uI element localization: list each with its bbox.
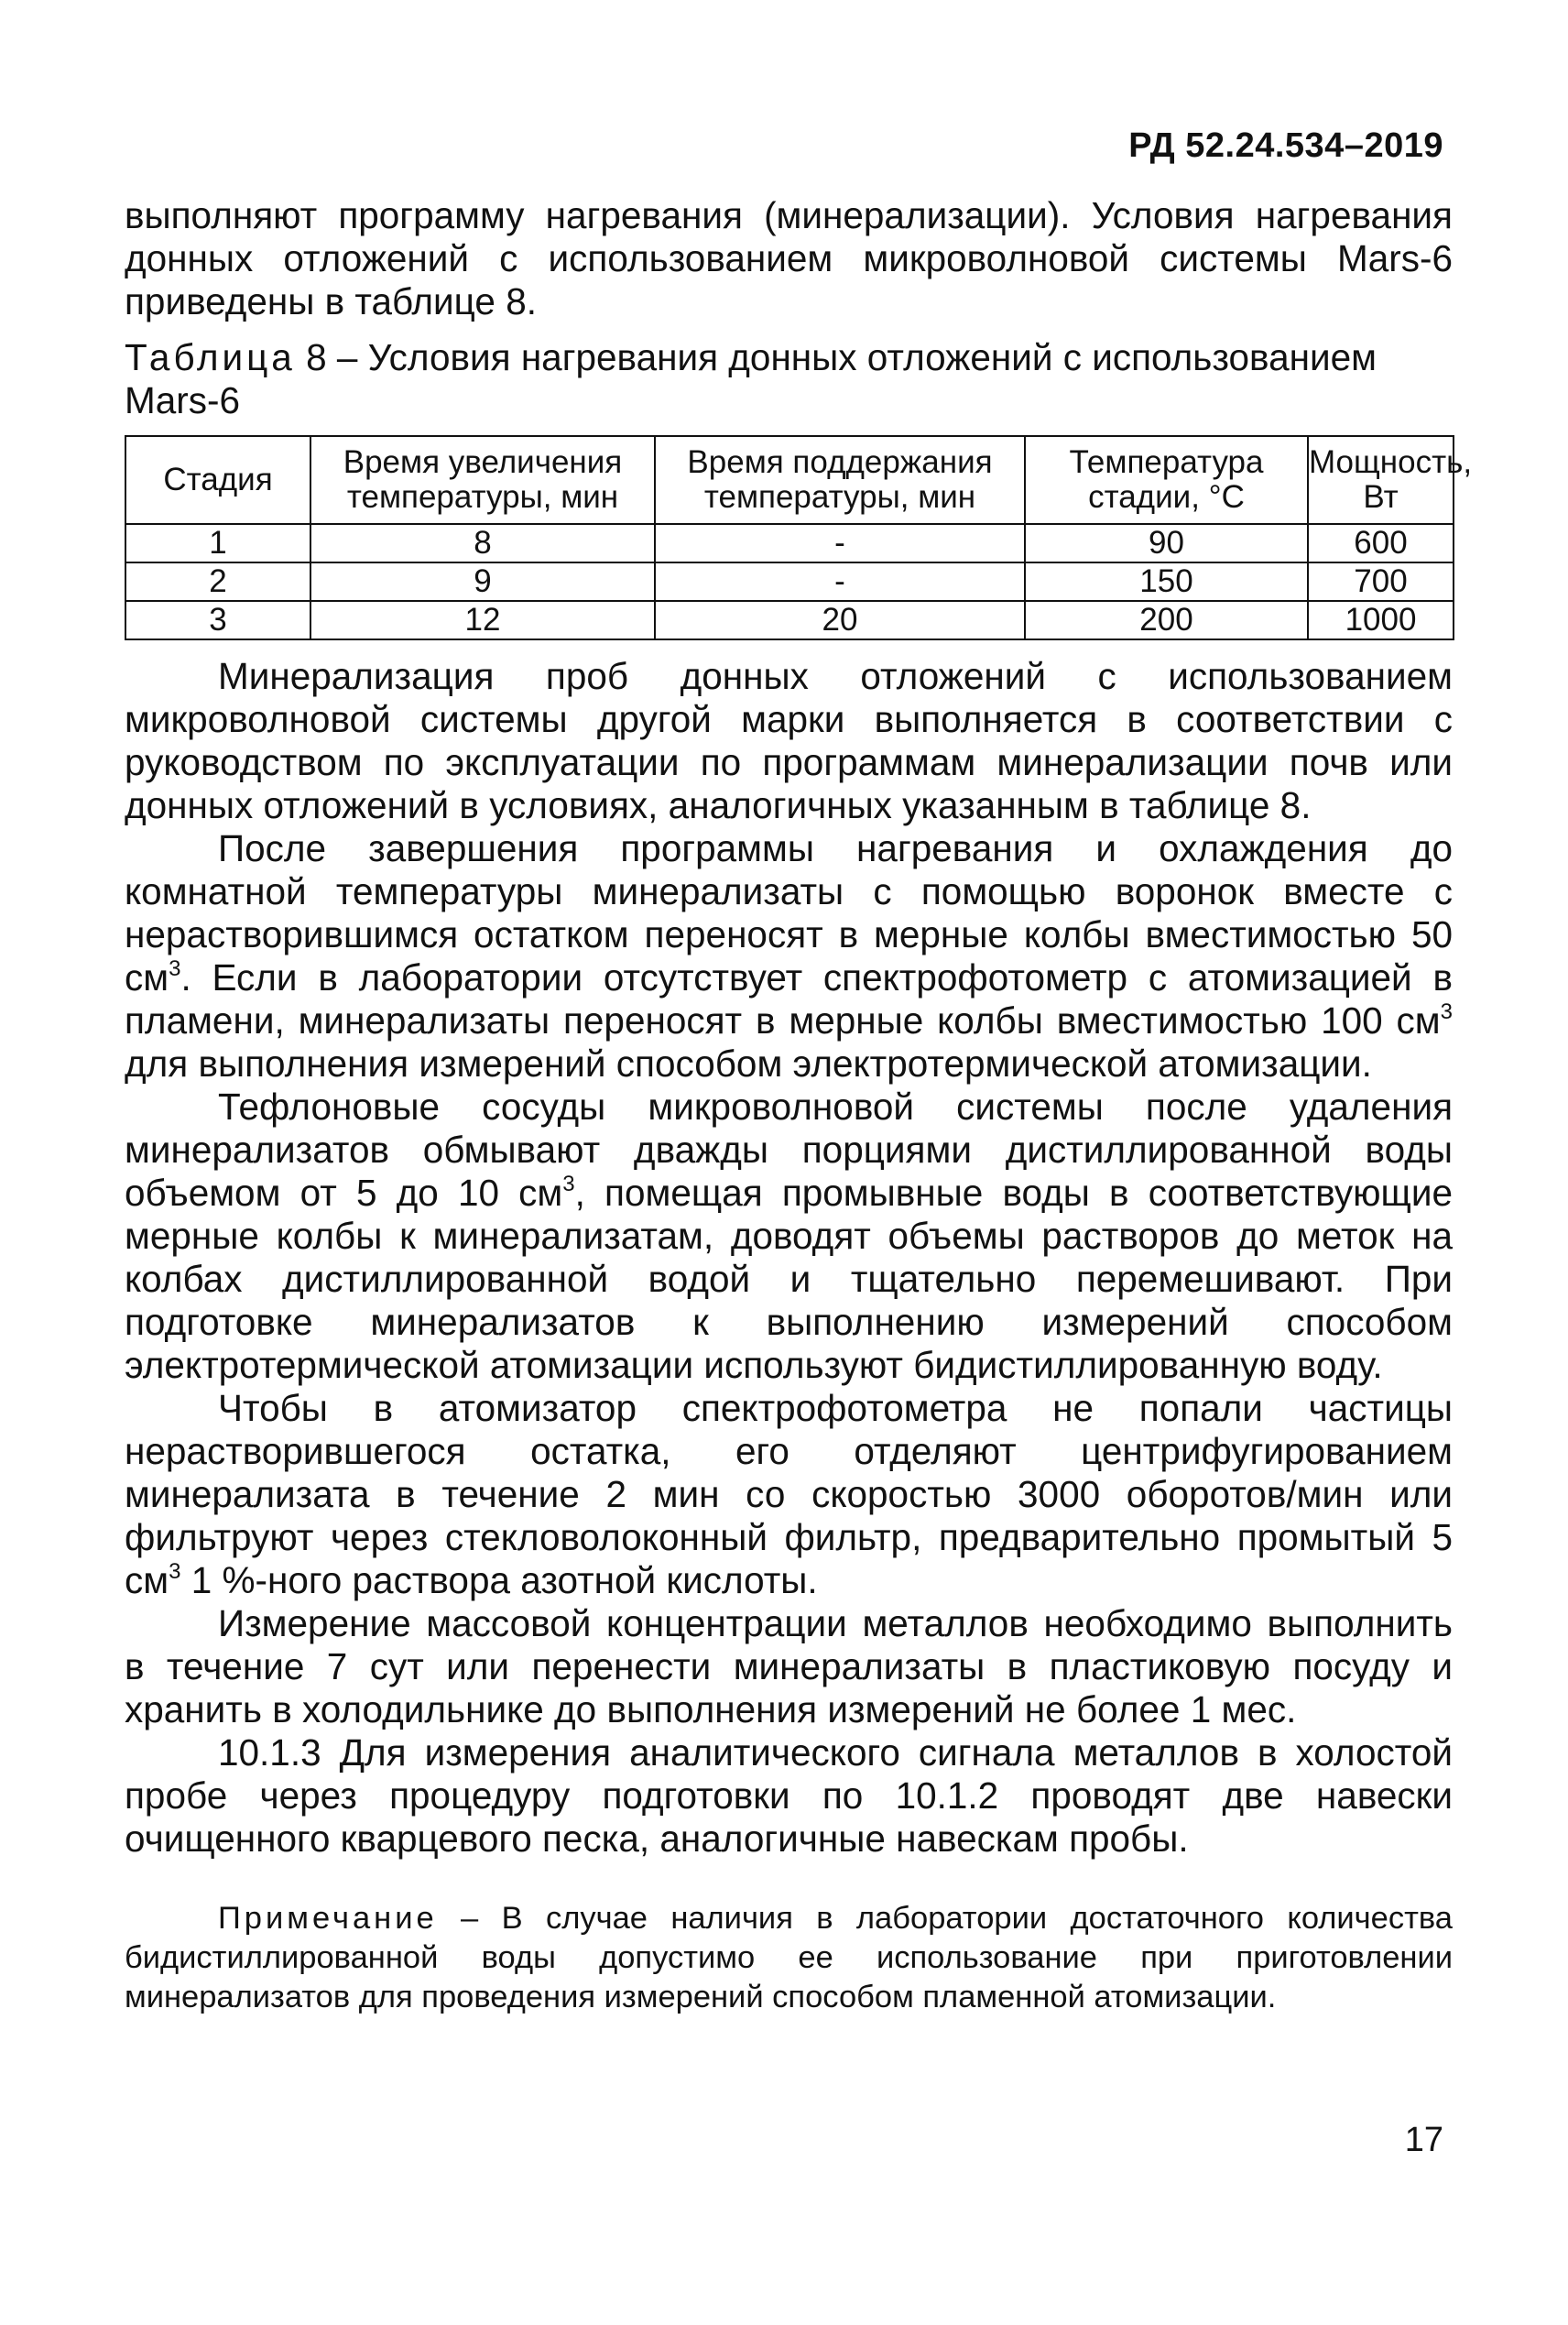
paragraph-text: 1 %-ного раствора азотной кислоты.: [180, 1559, 818, 1601]
table-cell: 3: [125, 601, 310, 639]
intro-paragraph: выполняют программу нагревания (минерализации). Условия нагревания донных отложений с использованием микроволновой системы Mars-6 приведены в таблице 8.: [125, 194, 1453, 322]
table-cell: 150: [1025, 562, 1308, 601]
table-cell: 600: [1308, 524, 1454, 562]
superscript: 3: [1440, 999, 1453, 1024]
table-caption-text: 8 – Условия нагревания донных отложений с использованием Mars-6: [125, 336, 1377, 421]
document-code: РД 52.24.534–2019: [1128, 126, 1443, 165]
paragraph-transfer: [125, 827, 1453, 1086]
table-caption-label: Таблица: [125, 336, 296, 378]
paragraph-text: . Если в лаборатории отсутствует спектрофотометр с атомизацией в пламени, минерализаты переносят в мерные колбы вместимостью 100 см: [125, 956, 1453, 1042]
header-power: Мощность, Вт: [1308, 436, 1454, 524]
paragraph-text: Чтобы в атомизатор спектрофотометра не попали частицы нерастворившегося остатка, его отделяют центрифугированием минерализата в течение 2 мин со скоростью 3000 оборотов/мин или фильтруют через стекловолоконный фильтр, предварительно промытый 5 см: [125, 1387, 1453, 1601]
table-header-row: [125, 436, 1454, 524]
superscript: 3: [562, 1171, 575, 1196]
table-cell: 20: [655, 601, 1025, 639]
table-row: [125, 562, 1454, 601]
header-stage: Стадия: [125, 436, 310, 524]
table-cell: 1000: [1308, 601, 1454, 639]
paragraph-blank-sample: 10.1.3 Для измерения аналитического сигнала металлов в холостой пробе через процедуру подготовки по 10.1.2 проводят две навески очищенного кварцевого песка, аналогичные навескам пробы.: [125, 1731, 1453, 1860]
table-caption: [125, 336, 1453, 422]
note: [125, 1899, 1453, 2017]
paragraph-text: Тефлоновые сосуды микроволновой системы после удаления минерализатов обмывают дважды порциями дистиллированной воды объемом от 5 до 10 см: [125, 1086, 1453, 1214]
paragraph-text: После завершения программы нагревания и охлаждения до комнатной температуры минерализаты с помощью воронок вместе с нерастворившимся остатком переносят в мерные колбы вместимостью 50 см: [125, 827, 1453, 999]
table-row: [125, 524, 1454, 562]
superscript: 3: [169, 955, 181, 981]
page-number: 17: [1404, 2121, 1443, 2159]
paragraph-other-systems: Минерализация проб донных отложений с использованием микроволновой системы другой марки выполняется в соответствии с руководством по эксплуатации по программам минерализации почв или донных отложений в условиях, аналогичных указанным в таблице 8.: [125, 655, 1453, 826]
table-cell: 2: [125, 562, 310, 601]
table-cell: -: [655, 524, 1025, 562]
table-cell: 1: [125, 524, 310, 562]
table-cell: 700: [1308, 562, 1454, 601]
note-label: Примечание: [218, 1901, 438, 1936]
paragraph-storage: Измерение массовой концентрации металлов необходимо выполнить в течение 7 сут или перенести минерализаты в пластиковую посуду и хранить в холодильнике до выполнения измерений не более 1 мес.: [125, 1602, 1453, 1730]
superscript: 3: [169, 1558, 181, 1584]
table-cell: 200: [1025, 601, 1308, 639]
table-row: [125, 601, 1454, 639]
table-cell: 8: [310, 524, 655, 562]
paragraph-teflon-vessels: [125, 1086, 1453, 1387]
header-temperature: Температура стадии, °С: [1025, 436, 1308, 524]
table-cell: 90: [1025, 524, 1308, 562]
table-cell: 12: [310, 601, 655, 639]
paragraph-text: для выполнения измерений способом электротермической атомизации.: [125, 1042, 1372, 1085]
heating-conditions-table: [125, 435, 1473, 640]
paragraph-text: , помещая промывные воды в соответствующие мерные колбы к минерализатам, доводят объемы растворов до меток на колбах дистиллированной водой и тщательно перемешивают. При подготовке минерализатов к выполнению измерений способом электротермической атомизации используют бидистиллированную воду.: [125, 1172, 1453, 1386]
table-cell: 9: [310, 562, 655, 601]
page-content: [125, 194, 1473, 2049]
note-text: – В случае наличия в лаборатории достаточного количества бидистиллированной воды допустимо ее использование при приготовлении минерализатов для проведения измерений способом пламенной атомизации.: [125, 1901, 1453, 2014]
table-cell: -: [655, 562, 1025, 601]
header-hold-time: Время поддержания температуры, мин: [655, 436, 1025, 524]
paragraph-centrifuge: [125, 1387, 1453, 1602]
header-ramp-time: Время увеличения температуры, мин: [310, 436, 655, 524]
